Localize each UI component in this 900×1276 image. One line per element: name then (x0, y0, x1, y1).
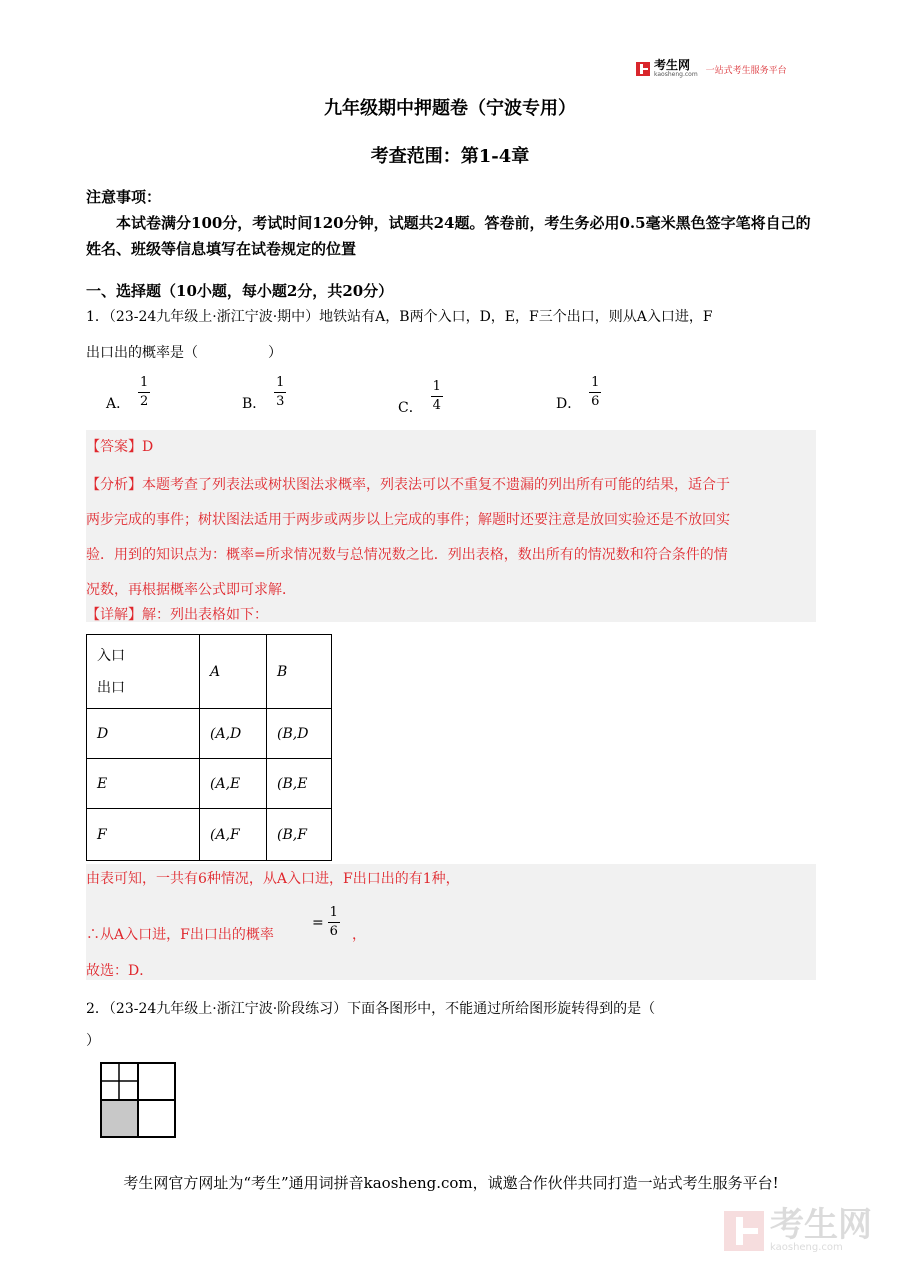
probability-table (86, 634, 332, 861)
watermark-icon (724, 1211, 764, 1251)
option-label: D． (556, 396, 582, 412)
analysis-line: 验．用到的知识点为：概率=所求情况数与总情况数之比．列出表格，数出所有的情况数和符合条件的情 (86, 547, 728, 563)
page-title: 九年级期中押题卷（宁波专用） (324, 98, 576, 119)
option-label: C． (398, 400, 423, 416)
fraction-numerator: 1 (432, 379, 441, 394)
fraction-denominator: 3 (276, 394, 285, 409)
table-cell: (B,E (267, 759, 332, 809)
shaded-square (101, 1100, 138, 1137)
q1-answer: 【答案】D (86, 439, 154, 455)
watermark-domain: kaosheng.com (770, 1242, 843, 1253)
table-cell: (B,F (267, 809, 332, 861)
corner-top-label: 入口 (97, 647, 125, 664)
probability-fraction (328, 906, 340, 939)
watermark-name: 考生网 (770, 1205, 872, 1245)
q1-option-a[interactable] (106, 376, 150, 413)
q1-choose: 故选：D． (86, 963, 154, 979)
table-row (87, 635, 332, 709)
logo-slogan: 一站式考生服务平台 (705, 65, 787, 76)
equals-sign: = (312, 914, 324, 931)
analysis-line: 况数，再根据概率公式即可求解． (86, 582, 296, 598)
corner-bottom-label: 出口 (97, 679, 125, 696)
fraction-numerator: 1 (591, 375, 600, 390)
q2-stem-line2: ） (86, 1033, 100, 1049)
q1-option-c[interactable] (398, 380, 443, 417)
option-fraction (589, 376, 601, 409)
fraction-numerator: 1 (139, 375, 149, 390)
q1-detail: 【详解】解：列出表格如下： (86, 607, 268, 623)
page-footer: 考生网官方网址为“考生”通用词拼音kaosheng.com，诚邀合作伙伴共同打造一站式考生服务平台! (123, 1174, 779, 1192)
notice-body: 本试卷满分100分，考试时间120分钟，试题共24题。答卷前，考生务必用0.5毫米黑色签字笔将自己的姓名、班级等信息填写在试卷规定的位置 (86, 214, 811, 258)
table-cell: (A,F (200, 809, 267, 861)
section-heading: 一、选择题（10小题，每小题2分，共20分） (86, 282, 394, 300)
q1-conclusion-1: 由表可知，一共有6种情况，从A入口进，F出口出的有1种， (86, 871, 460, 887)
table-row-header: F (87, 809, 200, 861)
fraction-denominator: 2 (139, 394, 149, 409)
option-fraction (431, 380, 443, 413)
table-row (87, 809, 332, 861)
table-row-header: E (87, 759, 200, 809)
table-row (87, 759, 332, 809)
page-subtitle: 考查范围：第1-4章 (370, 146, 530, 167)
logo-name: 考生网 (654, 58, 691, 72)
fraction-denominator: 4 (432, 398, 441, 413)
header-logo[interactable] (636, 60, 787, 78)
option-label: B． (242, 396, 267, 412)
notice-heading: 注意事项： (86, 188, 162, 206)
logo-domain: kaosheng.com (654, 71, 698, 78)
option-fraction (138, 376, 150, 409)
logo-text (654, 60, 698, 78)
q1-conclusion-comma: ， (352, 927, 366, 943)
table-row-header: D (87, 709, 200, 759)
analysis-line: 两步完成的事件；树状图法适用于两步或两步以上完成的事件；解题时还要注意是放回实验还是不放回实 (86, 512, 730, 528)
q1-option-d[interactable] (556, 376, 601, 413)
q1-conclusion-2: ∴从A入口进，F出口出的概率 (86, 927, 274, 943)
q2-figure (100, 1062, 176, 1138)
table-cell: (A,D (200, 709, 267, 759)
q1-option-b[interactable] (242, 376, 286, 413)
fraction-denominator: 6 (591, 394, 600, 409)
q1-stem-line2: 出口出的概率是（ ） (86, 345, 282, 361)
table-cell: (A,E (200, 759, 267, 809)
q1-analysis (86, 468, 816, 608)
q1-probability-value (312, 906, 340, 939)
q1-stem-line1: 1．（23-24九年级上·浙江宁波·期中）地铁站有A，B两个入口，D，E，F三个出口，则从A入口进，F (86, 309, 713, 325)
option-fraction (274, 376, 286, 409)
table-corner-cell (87, 635, 200, 709)
table-row (87, 709, 332, 759)
table-col-header: A (200, 635, 267, 709)
table-col-header: B (267, 635, 332, 709)
fraction-denominator: 6 (329, 924, 338, 939)
watermark-text (770, 1205, 872, 1254)
logo-icon (636, 62, 650, 76)
fraction-numerator: 1 (329, 905, 338, 920)
option-label: A． (106, 396, 131, 412)
analysis-line: 【分析】本题考查了列表法或树状图法求概率，列表法可以不重复不遗漏的列出所有可能的结果，适合于 (86, 477, 730, 493)
q2-stem-line1: 2．（23-24九年级上·浙江宁波·阶段练习）下面各图形中，不能通过所给图形旋转得到的是（ (86, 1001, 656, 1017)
table-cell: (B,D (267, 709, 332, 759)
fraction-numerator: 1 (276, 375, 285, 390)
watermark-logo (724, 1205, 872, 1254)
